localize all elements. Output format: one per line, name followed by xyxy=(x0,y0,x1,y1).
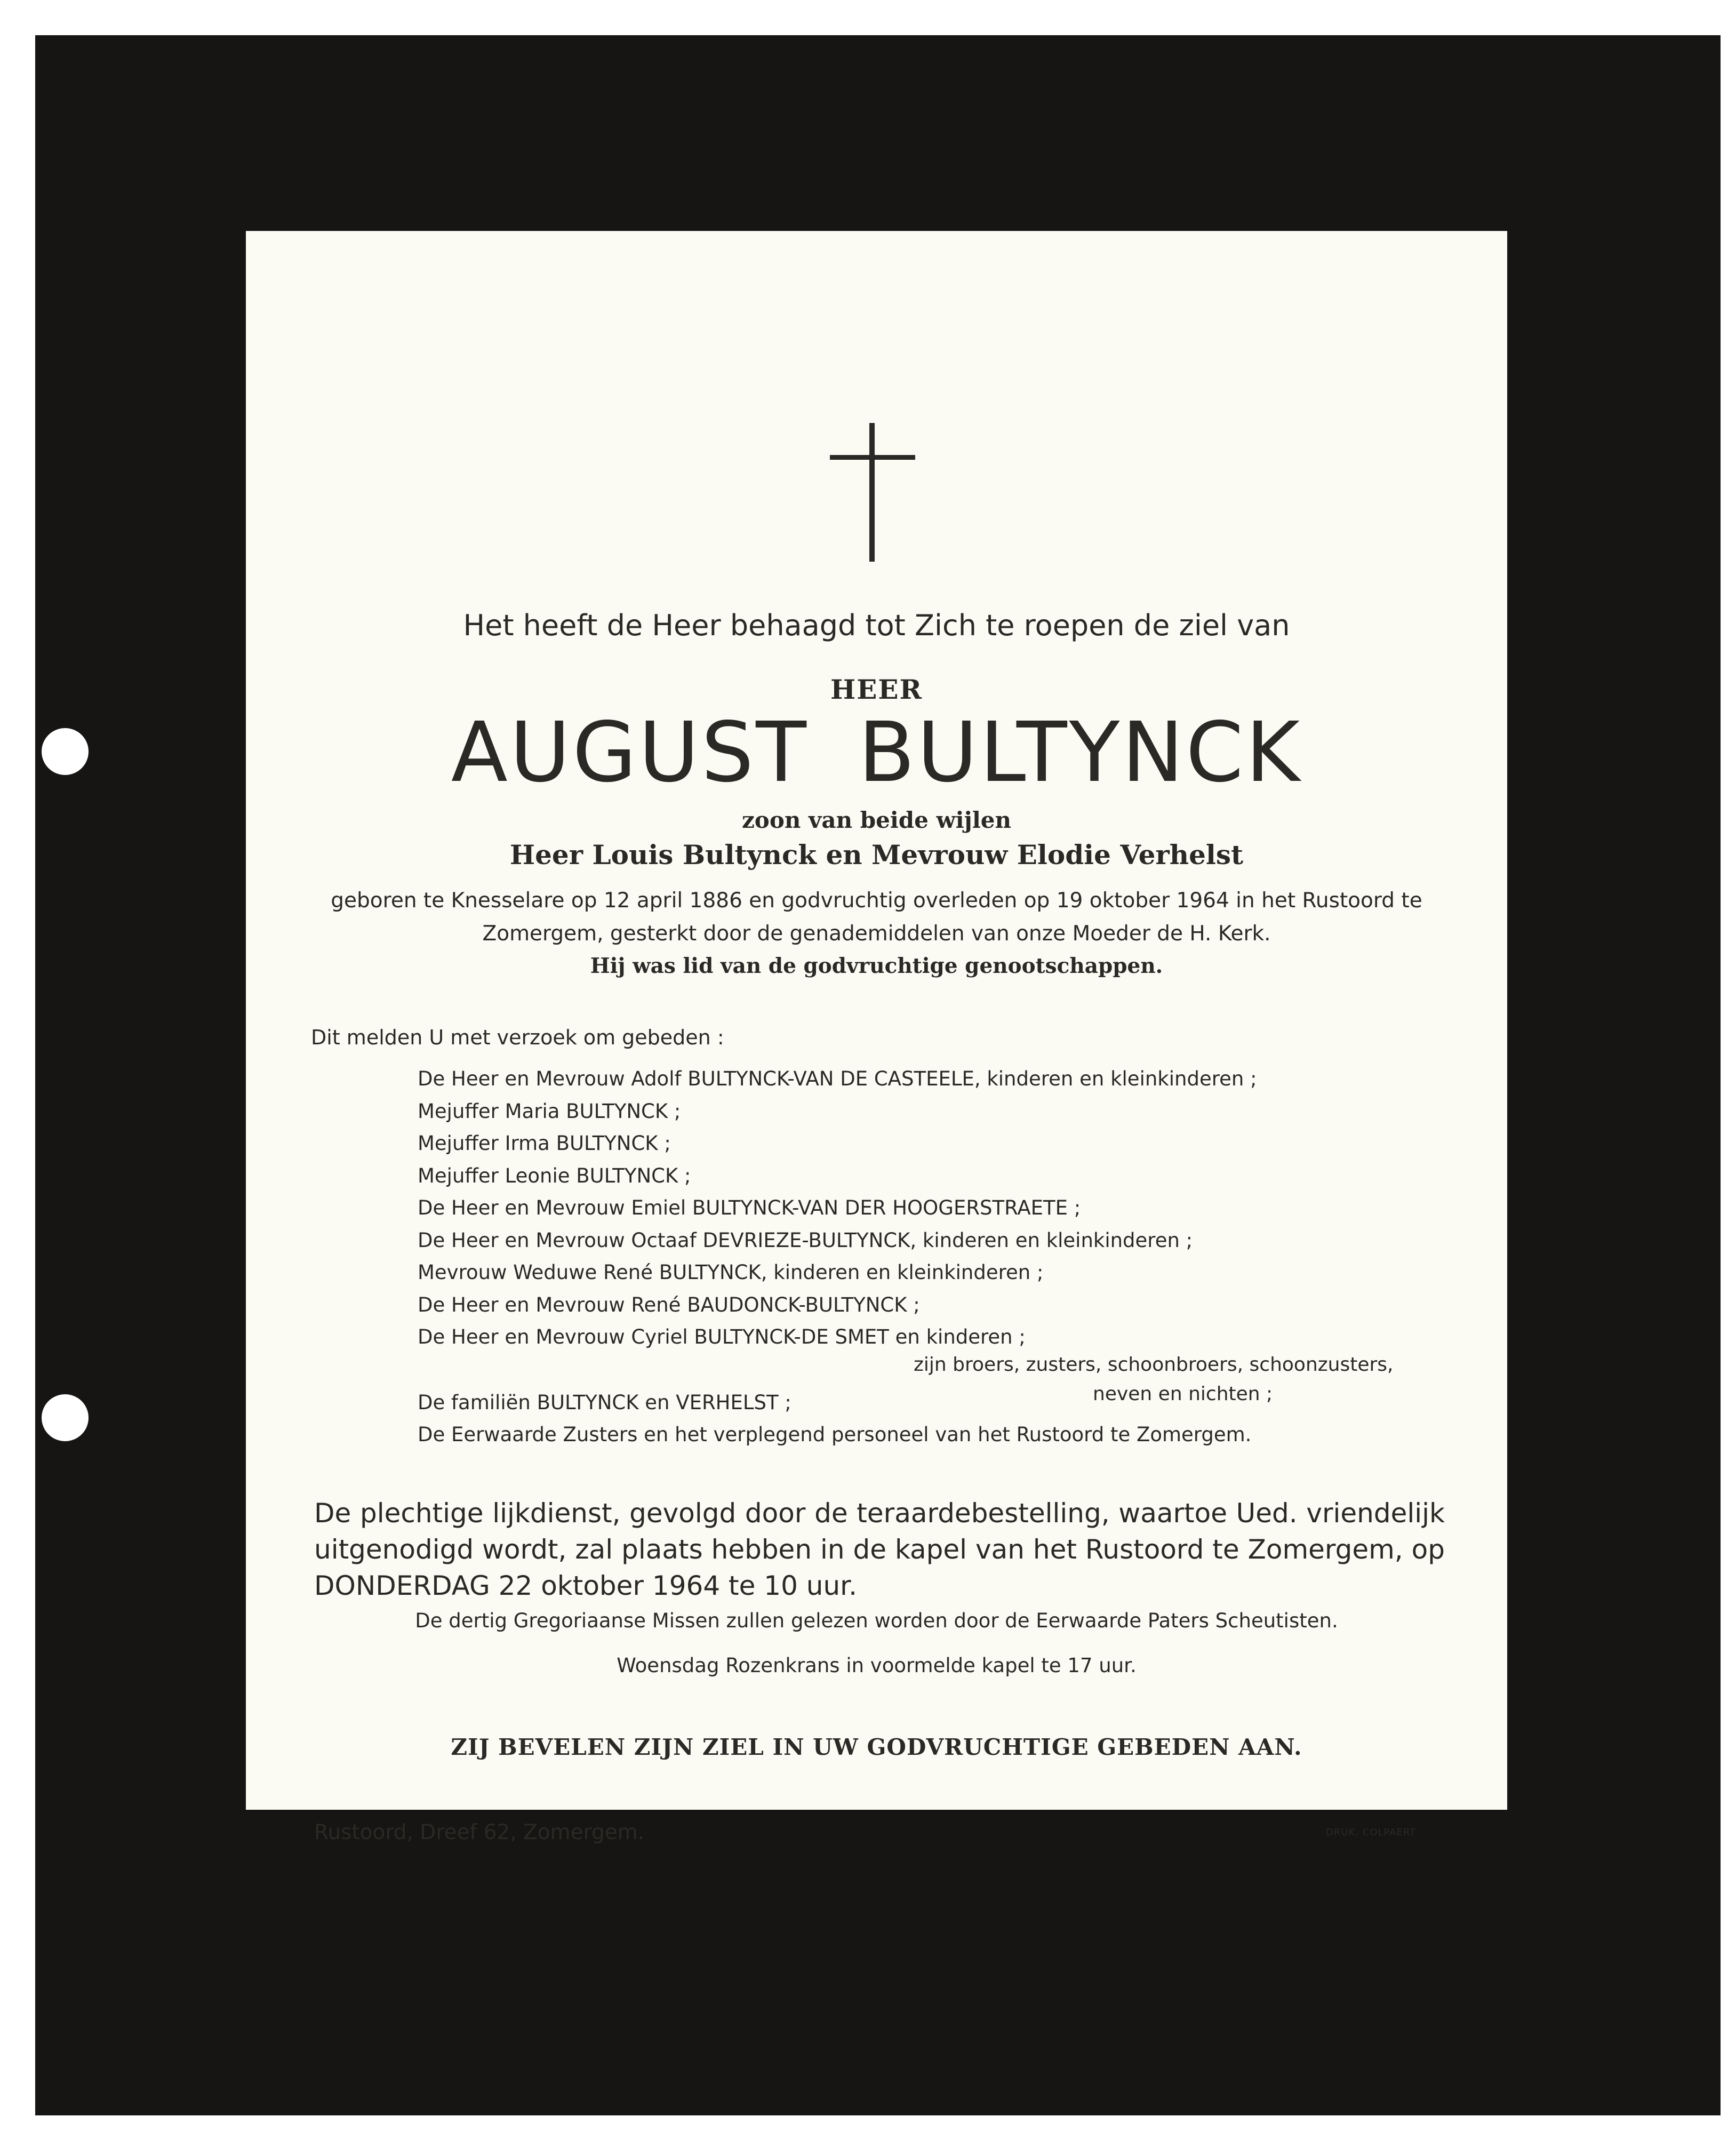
rosary-line: Woensdag Rozenkrans in voormelde kapel te 17 uur. xyxy=(617,1654,1137,1677)
intro-line: Het heeft de Heer behaagd tot Zich te roepen de ziel van xyxy=(463,609,1290,642)
mourner-entry: De Heer en Mevrouw Cyriel BULTYNCK-DE SMET en kinderen ; xyxy=(418,1325,1026,1348)
address: Rustoord, Dreef 62, Zomergem. xyxy=(314,1820,645,1844)
punch-hole-bottom xyxy=(42,1394,89,1441)
deceased-name: AUGUST BULTYNCK xyxy=(451,704,1302,801)
masses-line: De dertig Gregoriaanse Missen zullen gelezen worden door de Eerwaarde Paters Scheutisten. xyxy=(415,1609,1338,1632)
mourner-entry: Mejuffer Leonie BULTYNCK ; xyxy=(418,1164,691,1187)
birth-line-2: Zomergem, gesterkt door de genademiddelen van onze Moeder de H. Kerk. xyxy=(482,922,1271,946)
mourner-entry: Mejuffer Maria BULTYNCK ; xyxy=(418,1099,681,1123)
relations-line-2: neven en nichten ; xyxy=(1093,1383,1273,1405)
mourner-entry: De Heer en Mevrouw Octaaf DEVRIEZE-BULTYNCK, kinderen en kleinkinderen ; xyxy=(418,1228,1193,1252)
printer-mark: DRUK. COLPAERT xyxy=(1326,1827,1417,1838)
honorific: HEER xyxy=(830,674,923,705)
families-line: De familiën BULTYNCK en VERHELST ; xyxy=(418,1391,791,1414)
mourner-entry: De Heer en Mevrouw Adolf BULTYNCK-VAN DE CASTEELE, kinderen en kleinkinderen ; xyxy=(418,1067,1257,1090)
cross-icon xyxy=(830,423,915,562)
memorial-card xyxy=(246,231,1507,1844)
relations-line-1: zijn broers, zusters, schoonbroers, schoonzusters, xyxy=(914,1354,1394,1376)
sisters-line: De Eerwaarde Zusters en het verplegend personeel van het Rustoord te Zomergem. xyxy=(418,1423,1252,1446)
funeral-service-text: De plechtige lijkdienst, gevolgd door de teraardebestelling, waartoe Ued. vriendelijk uitgenodigd wordt, zal plaats hebben in de kapel van het Rustoord te Zomergem, op DONDERDAG 22 oktober 1964 te 10 uur. xyxy=(314,1498,1445,1601)
birth-line-1: geboren te Knesselare op 12 april 1886 en godvruchtig overleden op 19 oktober 1964 in het Rustoord te xyxy=(331,889,1422,913)
punch-hole-top xyxy=(42,728,89,775)
parents-line: Heer Louis Bultynck en Mevrouw Elodie Verhelst xyxy=(509,839,1244,870)
mourner-entry: De Heer en Mevrouw René BAUDONCK-BULTYNCK ; xyxy=(418,1293,920,1316)
membership-line: Hij was lid van de godvruchtige genootschappen. xyxy=(590,954,1163,978)
closing-prayer: ZIJ BEVELEN ZIJN ZIEL IN UW GODVRUCHTIGE GEBEDEN AAN. xyxy=(451,1734,1302,1760)
mourner-entry: Mevrouw Weduwe René BULTYNCK, kinderen en kleinkinderen ; xyxy=(418,1261,1044,1284)
mourner-entry: De Heer en Mevrouw Emiel BULTYNCK-VAN DER HOOGERSTRAETE ; xyxy=(418,1196,1081,1219)
mourners-intro: Dit melden U met verzoek om gebeden : xyxy=(311,1026,724,1049)
mourner-entry: Mejuffer Irma BULTYNCK ; xyxy=(418,1132,671,1155)
son-of-line: zoon van beide wijlen xyxy=(741,807,1012,833)
mourners-list xyxy=(418,1063,1257,1354)
